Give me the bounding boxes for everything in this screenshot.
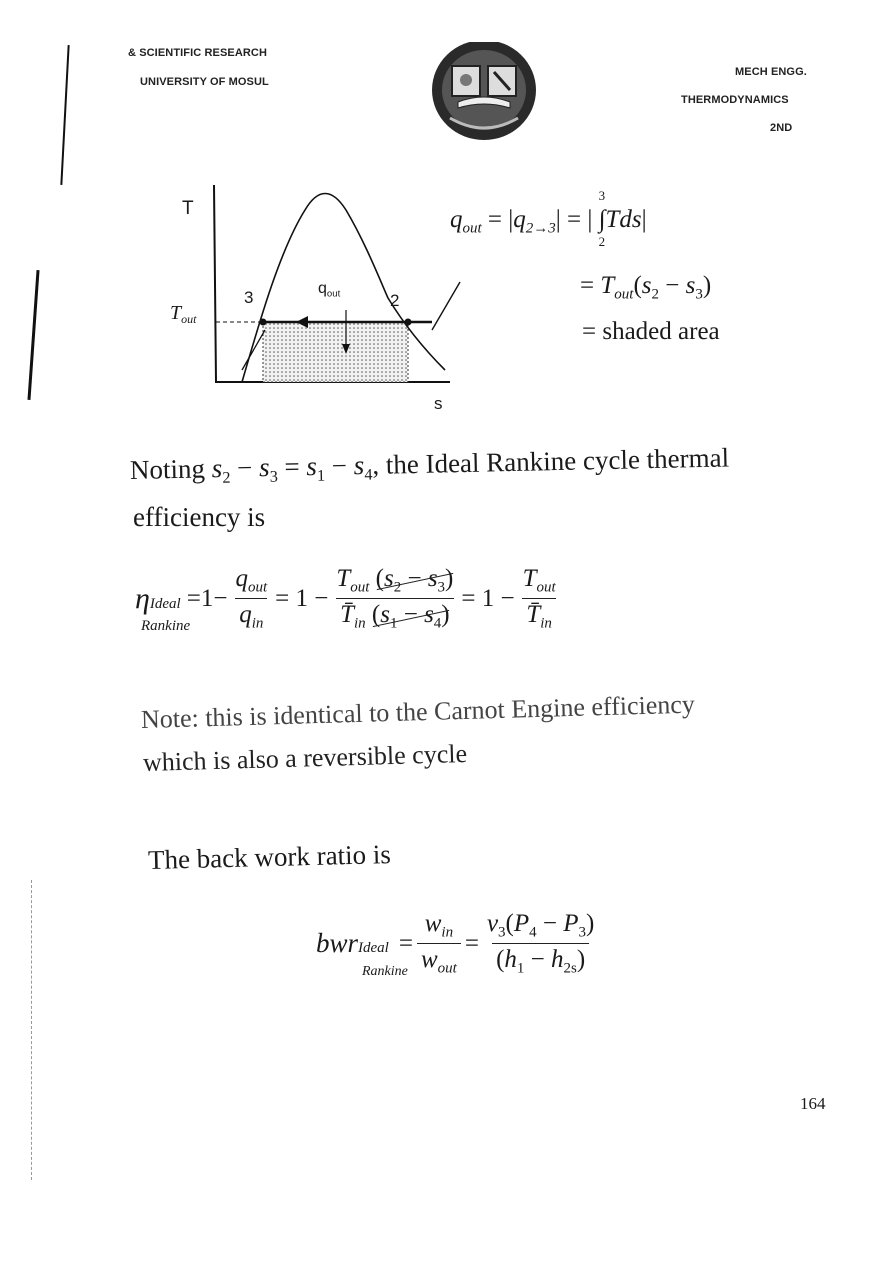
ts-diagram bbox=[160, 170, 480, 430]
qout-equation-line3: = shaded area bbox=[582, 318, 720, 345]
header-right-line3: 2ND bbox=[770, 122, 793, 134]
note-line2: which is also a reversible cycle bbox=[142, 738, 468, 777]
eta-symbol: ηIdeal Rankine bbox=[135, 581, 191, 634]
header-left-line2: UNIVERSITY OF MOSUL bbox=[140, 76, 269, 88]
bwr-equation: bwrIdeal Rankine = $\frac{w_{in}}{w_{out}}$ = $\frac{v_3(P_4 - P_3)}{(h_1 - h_{2s})}$ bbox=[316, 910, 595, 980]
eta-sub2: Rankine bbox=[141, 617, 191, 634]
binding-edge-mid bbox=[27, 270, 39, 400]
qout-equation: $q_{out} = |q_{2\to 3}|$ = | 3 ∫Tds 2 | bbox=[450, 188, 647, 249]
noting-line1: Noting $s_2 - s_3 = s_1 - s_4$, the Ideal Rankine cycle thermal bbox=[129, 442, 730, 487]
axis-label-t: T bbox=[182, 198, 194, 219]
state-point-3 bbox=[260, 319, 267, 326]
university-logo bbox=[430, 42, 538, 142]
state-label-3: 3 bbox=[244, 288, 254, 307]
header-right-line2: THERMODYNAMICS bbox=[681, 94, 789, 106]
header-right-line1: MECH ENGG. bbox=[735, 66, 807, 78]
noting-line2: efficiency is bbox=[133, 502, 266, 532]
integral-lower: 2 bbox=[598, 234, 606, 249]
binding-edge-top bbox=[60, 45, 69, 185]
integral-body: ∫Tds bbox=[598, 206, 642, 233]
note-line1: Note: this is identical to the Carnot Engine efficiency bbox=[140, 689, 696, 734]
state-label-2: 2 bbox=[390, 291, 400, 310]
integral-upper: 3 bbox=[598, 188, 606, 203]
state-point-2 bbox=[405, 319, 412, 326]
superheat-line bbox=[432, 282, 460, 330]
tout-label: $T_{out}$ bbox=[170, 302, 197, 327]
qout-equation-line2: = $T_{out}(s_2 - s_3)$ bbox=[580, 272, 712, 303]
liquid-line bbox=[242, 330, 265, 370]
header-left-line1: & SCIENTIFIC RESEARCH bbox=[128, 47, 267, 59]
qout-diagram-label: $q_{out}$ bbox=[318, 280, 341, 300]
efficiency-equation: ηIdeal Rankine = 1 − $\frac{q_{out}}{q_{in}}$ = 1 − $\frac{T_{out} (s_2 - s_3)}{T̄_{in} (s_1 - s_4)}$ = 1 − $\frac{T_{out}}{T̄_{in}}$ bbox=[135, 565, 556, 634]
binding-edge-dots bbox=[31, 880, 32, 1180]
bwr-lhs-sub2: Rankine bbox=[362, 964, 408, 980]
page-number: 164 bbox=[800, 1094, 826, 1113]
axis-label-s: s bbox=[434, 394, 443, 413]
bwr-intro: The back work ratio is bbox=[147, 839, 392, 875]
shaded-area bbox=[263, 322, 408, 382]
